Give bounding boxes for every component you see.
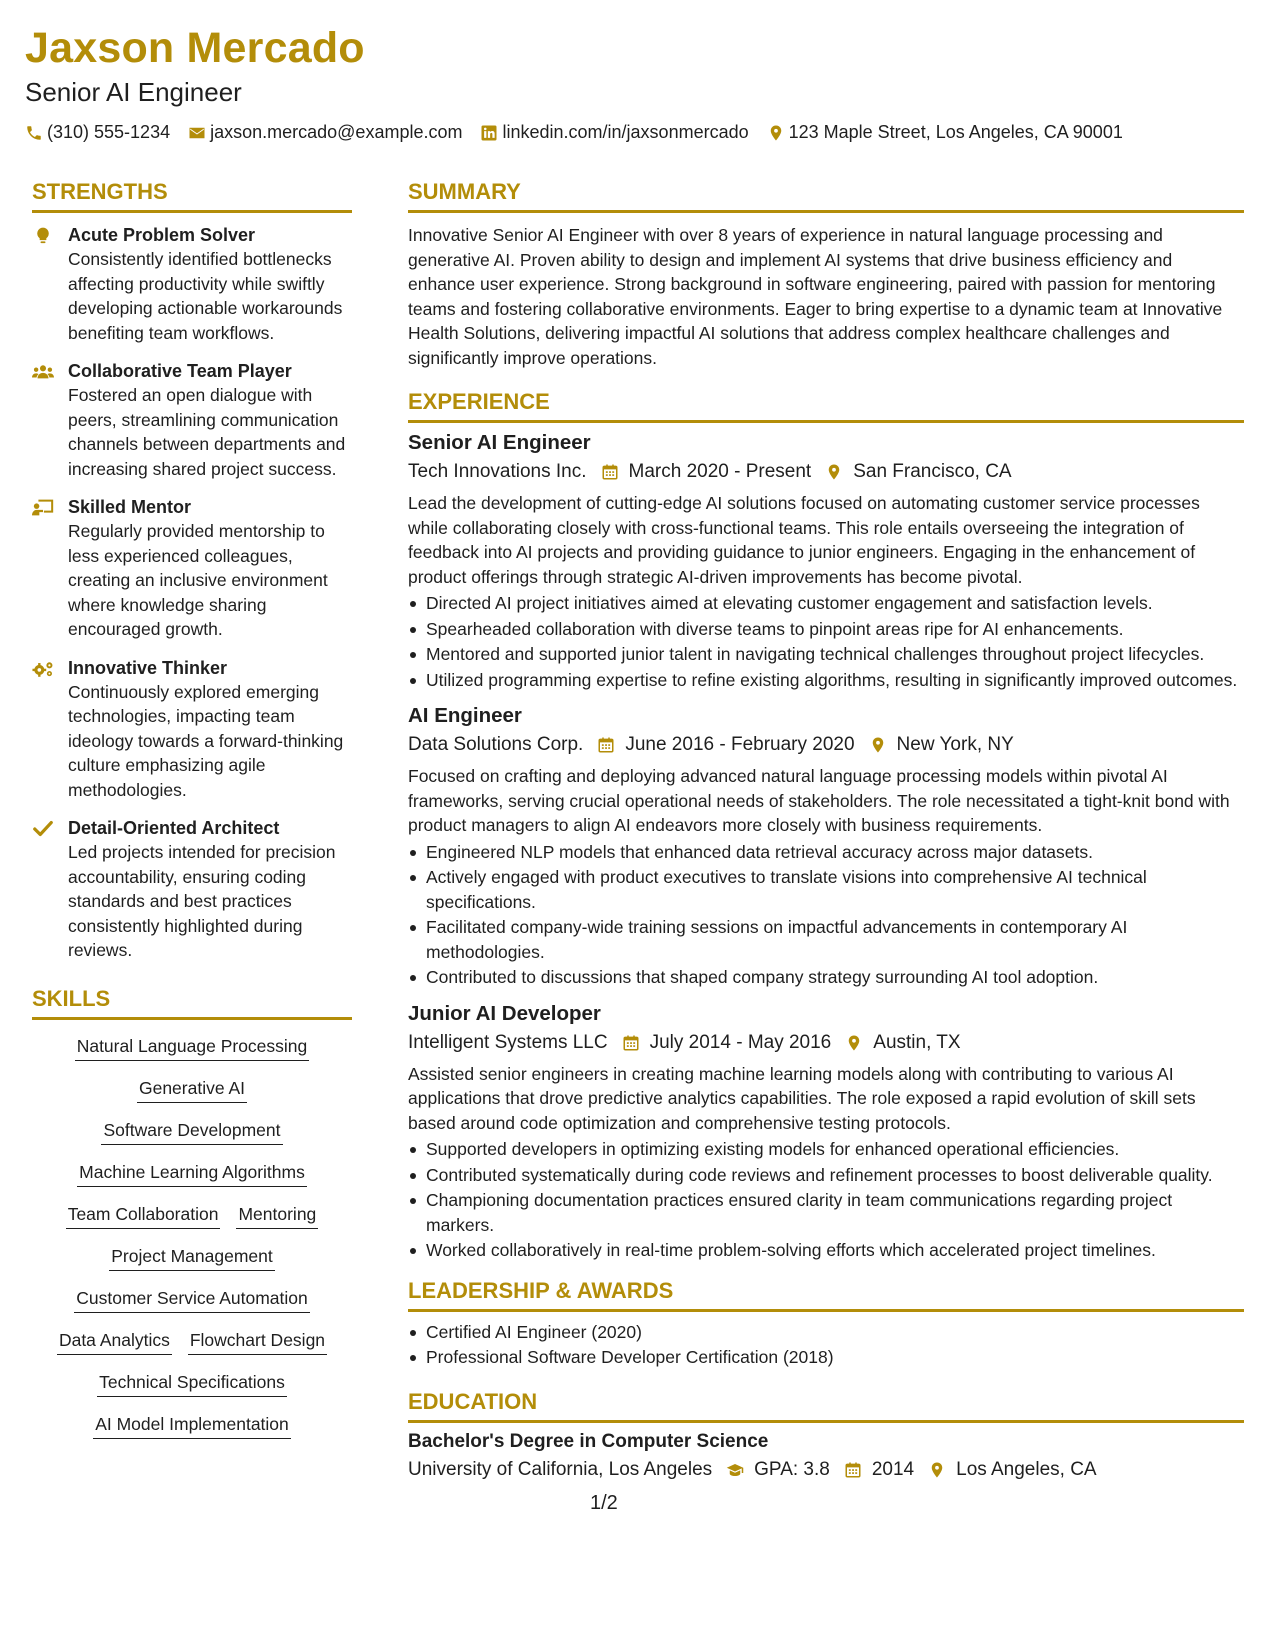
skill-tag: Flowchart Design: [188, 1328, 327, 1355]
map-pin-icon: [869, 736, 887, 754]
summary-heading: SUMMARY: [408, 178, 1244, 213]
right-column: [408, 178, 1244, 1489]
job-title: Junior AI Developer: [408, 1001, 601, 1025]
education-meta: [408, 1455, 1244, 1485]
job-meta: [408, 1028, 1244, 1058]
lightbulb-icon: [32, 226, 54, 246]
users-icon: [32, 362, 54, 382]
chalkboard-teacher-icon: [32, 498, 54, 518]
contact-email[interactable]: [188, 122, 462, 143]
job-dates: March 2020 - Present: [628, 461, 812, 482]
strength-item: [32, 816, 352, 963]
strength-title: Collaborative Team Player: [68, 361, 292, 381]
email-text: jaxson.mercado@example.com: [210, 122, 463, 142]
job-title: AI Engineer: [408, 704, 522, 727]
strength-desc: Led projects intended for precision accountability, ensuring coding standards and best practices consistently highlighted during reviews.: [68, 842, 336, 960]
job-bullet: Facilitated company-wide training sessions on impactful advancements in contemporary AI methodologies.: [408, 915, 1244, 964]
experience-heading: EXPERIENCE: [408, 388, 1244, 423]
awards-list: [408, 1320, 1244, 1370]
education-gpa: GPA: 3.8: [754, 1458, 830, 1480]
graduation-cap-icon: [726, 1461, 744, 1479]
job-entry: [408, 429, 1244, 692]
job-bullet: Mentored and supported junior talent in navigating technical challenges throughout project lifecycles.: [408, 642, 1244, 667]
job-bullet: Supported developers in optimizing existing models for enhanced operational efficiencies.: [408, 1137, 1244, 1162]
job-location: San Francisco, CA: [853, 461, 1012, 482]
strength-desc: Consistently identified bottlenecks affecting productivity while swiftly developing actionable workarounds benefiting team workflows.: [68, 249, 343, 343]
calendar-icon: [597, 736, 615, 754]
contact-bar: [25, 122, 1245, 143]
job-meta: [408, 730, 1244, 760]
strength-title: Detail-Oriented Architect: [68, 818, 280, 838]
job-bullet: Spearheaded collaboration with diverse teams to pinpoint areas ripe for AI enhancements.: [408, 617, 1244, 642]
checkmark-icon: [32, 819, 54, 839]
award-item: Professional Software Developer Certification (2018): [408, 1345, 1244, 1370]
job-bullets: [408, 840, 1244, 990]
skill-tag: Technical Specifications: [97, 1370, 287, 1397]
award-item: Certified AI Engineer (2020): [408, 1320, 1244, 1345]
candidate-name: Jaxson Mercado: [25, 24, 365, 72]
job-bullets: [408, 1137, 1244, 1263]
skill-tag: Natural Language Processing: [75, 1034, 310, 1061]
job-company: Tech Innovations Inc.: [408, 461, 587, 482]
skill-tag: Team Collaboration: [66, 1202, 221, 1229]
candidate-title: Senior AI Engineer: [25, 77, 242, 107]
job-title: Senior AI Engineer: [408, 431, 591, 454]
map-pin-icon: [825, 463, 843, 481]
left-column: [32, 178, 352, 1454]
job-description: Focused on crafting and deploying advanced natural language processing models within pivotal AI frameworks, serving crucial operational needs of stakeholders. The role necessitated a tight-knit bond with product managers to align AI endeavors more closely with business requirements.: [408, 766, 1230, 835]
linkedin-icon: [480, 124, 498, 142]
contact-linkedin[interactable]: [480, 122, 748, 143]
education-location: Los Angeles, CA: [956, 1458, 1097, 1480]
strength-item: [32, 495, 352, 642]
job-bullet: Directed AI project initiatives aimed at elevating customer engagement and satisfaction levels.: [408, 591, 1244, 616]
contact-address: [767, 122, 1123, 143]
skill-tag: Generative AI: [137, 1076, 247, 1103]
skill-tag: Data Analytics: [57, 1328, 172, 1355]
job-bullet: Utilized programming expertise to refine existing algorithms, resulting in significantly improved outcomes.: [408, 668, 1244, 693]
job-location: New York, NY: [896, 734, 1014, 755]
education-year: 2014: [871, 1458, 915, 1480]
skill-tag: Software Development: [101, 1118, 282, 1145]
job-bullet: Contributed to discussions that shaped company strategy surrounding AI tool adoption.: [408, 965, 1244, 990]
skill-tag: Mentoring: [236, 1202, 318, 1229]
job-bullets: [408, 591, 1244, 692]
education-heading: EDUCATION: [408, 1388, 1244, 1423]
phone-icon: [25, 124, 43, 142]
calendar-icon: [622, 1034, 640, 1052]
strength-title: Skilled Mentor: [68, 497, 192, 517]
map-pin-icon: [928, 1461, 946, 1479]
job-entry: [408, 1000, 1244, 1263]
job-bullet: Actively engaged with product executives to translate visions into comprehensive AI technical specifications.: [408, 865, 1244, 914]
education-degree: Bachelor's Degree in Computer Science: [408, 1430, 769, 1452]
skill-tag: Project Management: [109, 1244, 274, 1271]
job-description: Lead the development of cutting-edge AI solutions focused on automating customer service processes while collaborating closely with cross-functional teams. This role entails overseeing the integration of feedback into AI projects and providing guidance to junior engineers. Engaging in the enhancement of product offerings through strategic AI-driven improvements has become pivotal.: [408, 493, 1200, 587]
calendar-icon: [601, 463, 619, 481]
skills-list: [32, 1034, 352, 1454]
resume-header: [25, 22, 1245, 143]
job-bullet: Championing documentation practices ensured clarity in team communications regarding project markers.: [408, 1188, 1244, 1237]
envelope-icon: [188, 124, 206, 142]
skill-tag: Customer Service Automation: [74, 1286, 310, 1313]
linkedin-text: linkedin.com/in/jaxsonmercado: [502, 122, 749, 142]
job-meta: [408, 457, 1244, 487]
calendar-icon: [844, 1461, 862, 1479]
gears-icon: [32, 659, 54, 679]
strength-item: [32, 223, 352, 345]
strength-title: Innovative Thinker: [68, 657, 228, 678]
job-bullet: Engineered NLP models that enhanced data retrieval accuracy across major datasets.: [408, 840, 1244, 865]
job-dates: June 2016 - February 2020: [625, 734, 855, 755]
strength-item: [32, 656, 352, 803]
awards-heading: LEADERSHIP & AWARDS: [408, 1277, 1244, 1312]
skills-heading: SKILLS: [32, 985, 352, 1020]
job-bullet: Contributed systematically during code reviews and refinement processes to boost deliverable quality.: [408, 1163, 1244, 1188]
phone-text: (310) 555-1234: [47, 122, 171, 142]
strength-desc: Regularly provided mentorship to less experienced colleagues, creating an inclusive environment where knowledge sharing encouraged growth.: [68, 521, 328, 639]
job-company: Intelligent Systems LLC: [408, 1031, 608, 1053]
skill-tag: AI Model Implementation: [93, 1412, 291, 1439]
strength-item: [32, 359, 352, 481]
job-dates: July 2014 - May 2016: [649, 1031, 832, 1053]
job-entry: [408, 702, 1244, 990]
job-bullet: Worked collaboratively in real-time problem-solving efforts which accelerated project timelines.: [408, 1238, 1244, 1263]
strength-desc: Continuously explored emerging technologies, impacting team ideology towards a forward-thinking culture emphasizing agile methodologies.: [68, 681, 344, 800]
address-text: 123 Maple Street, Los Angeles, CA 90001: [788, 122, 1123, 142]
map-pin-icon: [767, 124, 785, 142]
strengths-heading: STRENGTHS: [32, 178, 352, 213]
strength-title: Acute Problem Solver: [68, 225, 256, 245]
contact-phone: [25, 122, 170, 143]
job-location: Austin, TX: [873, 1031, 961, 1053]
page-number: 1/2: [590, 1492, 618, 1514]
strength-desc: Fostered an open dialogue with peers, streamlining communication channels between departments and increasing shared project success.: [68, 385, 346, 479]
skill-tag: Machine Learning Algorithms: [77, 1160, 307, 1187]
job-company: Data Solutions Corp.: [408, 734, 584, 755]
map-pin-icon: [845, 1034, 863, 1052]
education-school: University of California, Los Angeles: [408, 1458, 713, 1480]
summary-text: Innovative Senior AI Engineer with over 8 years of experience in natural language processing and generative AI. Proven ability to design and implement AI systems that drive business efficiency and enhance user experience. Strong background in software engineering, paired with passion for mentoring teams and fostering collaborative environments. Eager to bring expertise to a dynamic team at Innovative Health Solutions, delivering impactful AI solutions that address complex healthcare challenges and significantly improve operations.: [408, 225, 1223, 368]
job-description: Assisted senior engineers in creating machine learning models along with contributing to various AI applications that drove predictive analytics capabilities. The role exposed a rapid evolution of skill sets based around code optimization and comprehensive testing protocols.: [408, 1063, 1196, 1133]
